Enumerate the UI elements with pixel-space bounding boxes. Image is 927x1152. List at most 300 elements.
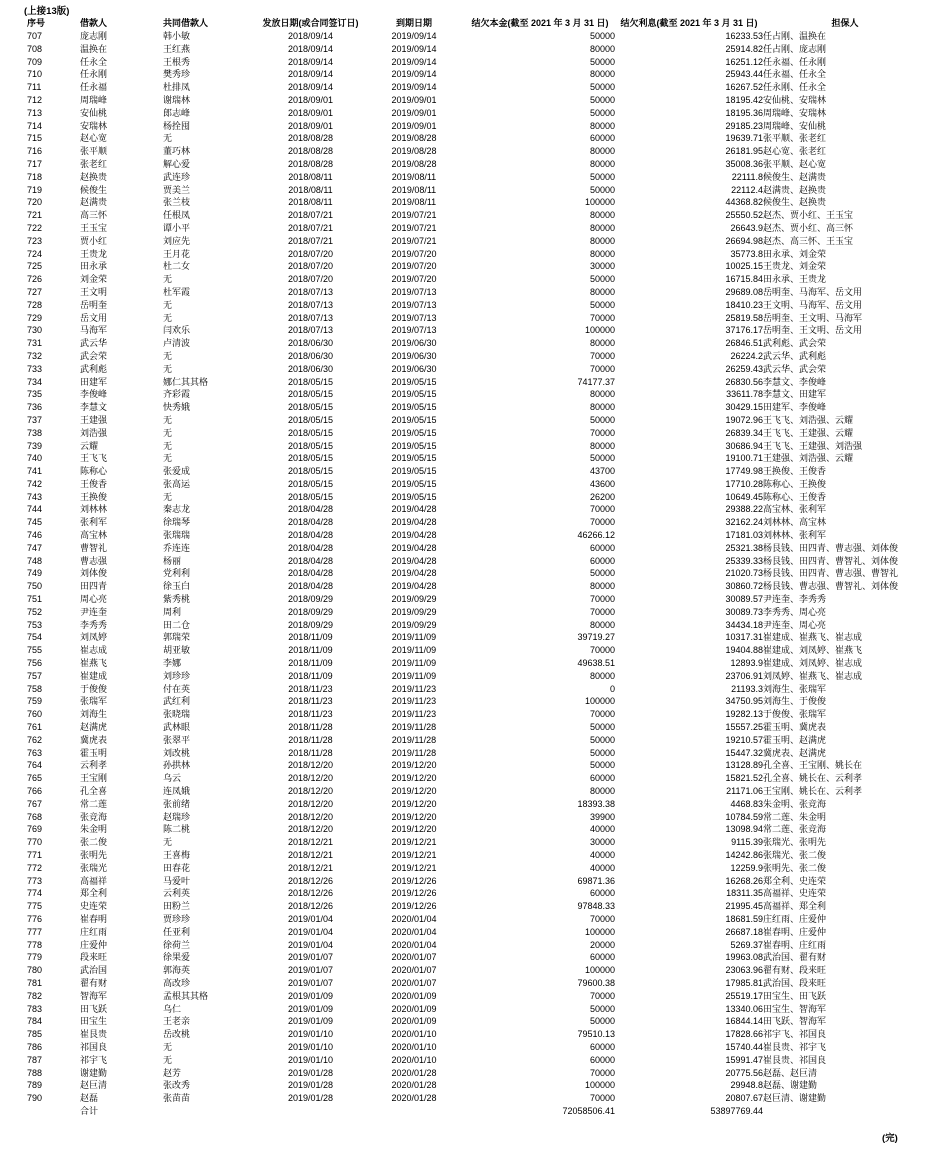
header-row	[27, 16, 927, 30]
cell-serial: 749	[27, 568, 43, 579]
cell-due-date: 2019/08/11	[391, 171, 437, 182]
cell-serial: 707	[27, 31, 43, 41]
cell-borrower: 李慧文	[80, 402, 108, 413]
table-row	[27, 990, 927, 1003]
cell-interest: 16267.52	[725, 82, 763, 93]
cell-guarantor: 岳明奎、王文明、岳文用	[763, 325, 863, 336]
cell-issue-date: 2018/04/28	[287, 517, 334, 528]
cell-due-date: 2019/11/28	[391, 747, 437, 758]
cell-due-date: 2019/12/20	[391, 798, 437, 809]
cell-principal: 50000	[589, 734, 615, 745]
loan-table-footer	[27, 1105, 927, 1118]
cell-coborrower: 张高运	[163, 478, 191, 489]
cell-due-date: 2019/12/21	[391, 837, 437, 848]
cell-borrower: 岳明奎	[80, 299, 108, 310]
cell-coborrower: 贾珍珍	[163, 913, 191, 924]
table-row	[27, 158, 927, 171]
cell-due-date: 2019/12/21	[391, 850, 437, 860]
total-serial-empty	[27, 1105, 80, 1118]
table-row	[27, 721, 927, 734]
table-row	[27, 747, 927, 760]
cell-issue-date: 2018/04/28	[287, 581, 334, 592]
cell-issue-date: 2018/07/13	[287, 286, 334, 297]
cell-guarantor: 张平顺、赵心宽	[763, 158, 827, 169]
cell-issue-date: 2018/09/14	[287, 31, 334, 41]
cell-issue-date: 2018/09/01	[287, 94, 334, 105]
cell-interest: 16251.12	[725, 56, 763, 67]
cell-principal: 80000	[589, 402, 615, 413]
cell-principal: 80000	[589, 210, 615, 221]
cell-serial: 756	[27, 658, 43, 669]
cell-principal: 0	[609, 683, 615, 694]
cell-due-date: 2019/04/28	[391, 555, 437, 566]
table-row	[27, 567, 927, 580]
cell-principal: 39900	[589, 811, 615, 822]
table-row	[27, 299, 927, 312]
cell-serial: 788	[27, 1067, 43, 1078]
cell-issue-date: 2018/08/28	[287, 133, 334, 144]
cell-coborrower: 乌云	[163, 773, 182, 784]
cell-serial: 775	[27, 901, 43, 912]
cell-guarantor: 高福祥、史连荣	[763, 888, 827, 899]
cell-guarantor: 赵满贵、赵换贵	[763, 184, 827, 195]
cell-serial: 714	[27, 120, 43, 131]
cell-serial: 745	[27, 517, 43, 528]
cell-issue-date: 2019/01/28	[287, 1080, 334, 1091]
cell-guarantor: 田宝生、田飞跃	[763, 990, 827, 1001]
cell-serial: 720	[27, 197, 43, 208]
cell-issue-date: 2018/05/15	[287, 491, 334, 502]
table-row	[27, 286, 927, 299]
cell-interest: 17710.28	[725, 478, 763, 489]
cell-borrower: 赵磊	[80, 1093, 99, 1104]
cell-principal: 80000	[589, 286, 615, 297]
cell-principal: 79510.13	[577, 1029, 615, 1040]
cell-serial: 772	[27, 862, 43, 873]
cell-guarantor: 赵杰、高三怀、王玉宝	[763, 235, 854, 246]
cell-guarantor: 翟有财、段来旺	[763, 965, 827, 976]
cell-coborrower: 岳改桃	[163, 1029, 191, 1040]
cell-due-date: 2019/08/11	[391, 184, 437, 195]
cell-issue-date: 2018/06/30	[287, 350, 334, 361]
cell-due-date: 2019/08/28	[391, 133, 437, 144]
cell-borrower: 王文明	[80, 286, 108, 297]
cell-due-date: 2019/11/09	[391, 658, 437, 669]
cell-serial: 732	[27, 350, 43, 361]
cell-serial: 757	[27, 670, 43, 681]
cell-due-date: 2019/09/14	[391, 69, 437, 80]
cell-issue-date: 2019/01/04	[287, 926, 334, 937]
cell-borrower: 田永承	[80, 261, 108, 272]
cell-issue-date: 2018/07/21	[287, 210, 334, 221]
cell-guarantor: 霍玉明、赵满虎	[763, 734, 827, 745]
cell-interest: 18681.59	[725, 913, 763, 924]
cell-due-date: 2019/09/01	[391, 94, 437, 105]
cell-issue-date: 2018/12/20	[287, 811, 334, 822]
cell-coborrower: 郭瑞荣	[163, 632, 191, 643]
table-row	[27, 836, 927, 849]
cell-due-date: 2020/01/04	[391, 939, 437, 950]
cell-borrower: 曹智礼	[80, 542, 108, 553]
table-row	[27, 196, 927, 209]
cell-issue-date: 2018/11/09	[288, 645, 333, 656]
table-row	[27, 926, 927, 939]
cell-due-date: 2019/11/23	[391, 683, 437, 694]
cell-coborrower: 刘应先	[163, 235, 191, 246]
cell-due-date: 2020/01/10	[391, 1041, 437, 1052]
cell-due-date: 2019/08/11	[391, 197, 437, 208]
cell-interest: 22112.4	[731, 184, 763, 195]
cell-guarantor: 张瑞光、张二俊	[763, 850, 827, 860]
cell-coborrower: 卢清波	[163, 338, 191, 349]
cell-guarantor: 李秀秀、周心亮	[763, 606, 827, 617]
cell-guarantor: 任永刚、任永全	[763, 82, 827, 93]
cell-interest: 29388.22	[725, 504, 763, 515]
cell-borrower: 王俊香	[80, 478, 108, 489]
cell-serial: 760	[27, 709, 43, 720]
cell-coborrower: 乔连连	[163, 542, 191, 553]
cell-coborrower: 谭小平	[163, 222, 191, 233]
cell-principal: 50000	[589, 184, 615, 195]
cell-interest: 26839.34	[725, 427, 763, 438]
cell-borrower: 孔全喜	[80, 786, 108, 797]
cell-due-date: 2019/04/28	[391, 517, 437, 528]
cell-coborrower: 无	[163, 299, 173, 310]
cell-guarantor: 赵心宽、张老红	[763, 146, 827, 157]
cell-coborrower: 张晓瑞	[163, 709, 191, 720]
cell-borrower: 段来旺	[80, 952, 108, 963]
cell-borrower: 周心亮	[80, 594, 108, 605]
cell-due-date: 2019/05/15	[391, 376, 437, 387]
table-row	[27, 350, 927, 363]
cell-issue-date: 2019/01/28	[287, 1093, 334, 1104]
table-row	[27, 670, 927, 683]
cell-principal: 60000	[589, 542, 615, 553]
cell-guarantor: 王飞飞、王建强、云耀	[763, 427, 854, 438]
cell-borrower: 武治国	[80, 965, 108, 976]
cell-due-date: 2019/11/09	[391, 670, 437, 681]
cell-interest: 35773.8	[730, 248, 763, 259]
table-row	[27, 248, 927, 261]
cell-interest: 9115.39	[731, 837, 763, 848]
cell-due-date: 2019/05/15	[391, 402, 437, 413]
cell-principal: 26200	[589, 491, 615, 502]
table-row	[27, 785, 927, 798]
cell-interest: 35008.36	[725, 158, 763, 169]
cell-guarantor: 崔春明、庄爱仲	[763, 926, 827, 937]
cell-issue-date: 2018/04/28	[287, 555, 334, 566]
cell-borrower: 于俊俊	[80, 683, 108, 694]
cell-interest: 25321.38	[725, 542, 763, 553]
cell-borrower: 赵心宽	[80, 133, 108, 144]
cell-interest: 4468.83	[730, 798, 763, 809]
cell-issue-date: 2018/07/21	[287, 235, 334, 246]
cell-interest: 26259.43	[725, 363, 763, 374]
cell-issue-date: 2018/12/21	[287, 837, 334, 848]
cell-issue-date: 2018/09/29	[287, 606, 334, 617]
cell-borrower: 翟有财	[80, 977, 108, 988]
cell-borrower: 张利军	[80, 517, 108, 528]
table-row	[27, 695, 927, 708]
cell-borrower: 祁宇飞	[80, 1054, 108, 1065]
cell-interest: 19210.57	[725, 734, 763, 745]
cell-principal: 100000	[584, 1080, 615, 1091]
cell-due-date: 2020/01/07	[391, 977, 437, 988]
cell-guarantor: 尹连奎、李秀秀	[763, 594, 827, 605]
cell-coborrower: 张翠平	[163, 734, 191, 745]
cell-issue-date: 2018/07/13	[287, 325, 334, 336]
cell-issue-date: 2018/12/21	[287, 850, 334, 860]
cell-coborrower: 杨丽	[163, 555, 182, 566]
cell-serial: 735	[27, 389, 43, 400]
cell-due-date: 2019/07/20	[391, 248, 437, 259]
cell-interest: 15821.52	[725, 773, 763, 784]
table-row	[27, 1054, 927, 1067]
table-row	[27, 862, 927, 875]
cell-guarantor: 陈称心、王俊香	[763, 491, 827, 502]
cell-guarantor: 候俊生、赵满贵	[763, 171, 827, 182]
cell-principal: 70000	[589, 709, 615, 720]
cell-guarantor: 田永承、刘金荣	[763, 248, 827, 259]
cell-guarantor: 安仙桃、安瑞林	[763, 94, 827, 105]
cell-coborrower: 杜二女	[163, 261, 191, 272]
cell-interest: 20775.56	[725, 1067, 763, 1078]
cell-guarantor: 候俊生、赵换贵	[763, 197, 827, 208]
cell-principal: 50000	[589, 722, 615, 733]
cell-interest: 17828.66	[725, 1029, 763, 1040]
cell-issue-date: 2018/12/20	[287, 824, 334, 835]
cell-borrower: 祁国良	[80, 1041, 108, 1052]
cell-principal: 30000	[589, 261, 615, 272]
cell-interest: 15991.47	[725, 1054, 763, 1065]
cell-issue-date: 2019/01/09	[287, 1016, 334, 1027]
table-row	[27, 452, 927, 465]
cell-principal: 46266.12	[577, 530, 615, 541]
cell-principal: 50000	[589, 760, 615, 771]
cell-serial: 779	[27, 952, 43, 963]
cell-serial: 726	[27, 274, 43, 285]
cell-principal: 80000	[589, 389, 615, 400]
cell-serial: 762	[27, 734, 43, 745]
cell-guarantor: 王换俊、王俊香	[763, 466, 827, 477]
cell-coborrower: 杨拴囤	[163, 120, 191, 131]
cell-coborrower: 无	[163, 1054, 173, 1065]
cell-borrower: 王宝刚	[80, 773, 108, 784]
cell-serial: 711	[27, 82, 42, 93]
cell-coborrower: 连凤娥	[163, 786, 191, 797]
cell-borrower: 李秀秀	[80, 619, 108, 630]
cell-borrower: 刘体俊	[80, 568, 108, 579]
cell-issue-date: 2019/01/09	[287, 1003, 334, 1014]
cell-coborrower: 田粉兰	[163, 901, 191, 912]
cell-principal: 70000	[589, 594, 615, 605]
cell-serial: 776	[27, 913, 43, 924]
cell-serial: 716	[27, 146, 43, 157]
table-row	[27, 1003, 927, 1016]
cell-serial: 733	[27, 363, 43, 374]
cell-due-date: 2019/12/20	[391, 811, 437, 822]
cell-serial: 770	[27, 837, 43, 848]
cell-issue-date: 2018/07/20	[287, 274, 334, 285]
cell-due-date: 2019/05/15	[391, 453, 437, 464]
total-row	[27, 1105, 927, 1118]
cell-serial: 763	[27, 747, 43, 758]
cell-principal: 40000	[589, 824, 615, 835]
cell-serial: 727	[27, 286, 43, 297]
cell-principal: 74177.37	[577, 376, 615, 387]
table-row	[27, 875, 927, 888]
cell-serial: 789	[27, 1080, 43, 1091]
cell-serial: 764	[27, 760, 43, 771]
cell-due-date: 2019/12/26	[391, 888, 437, 899]
cell-serial: 780	[27, 965, 43, 976]
cell-guarantor: 高福祥、郑全利	[763, 901, 827, 912]
cell-coborrower: 周利	[163, 606, 182, 617]
cell-serial: 784	[27, 1016, 43, 1027]
table-row	[27, 887, 927, 900]
cell-borrower: 张明先	[80, 850, 108, 860]
cell-issue-date: 2018/12/20	[287, 786, 334, 797]
cell-issue-date: 2018/07/20	[287, 248, 334, 259]
table-row	[27, 414, 927, 427]
table-row	[27, 132, 927, 145]
cell-guarantor: 崔春明、庄红雨	[763, 939, 827, 950]
cell-due-date: 2019/07/13	[391, 325, 437, 336]
cell-borrower: 陈称心	[80, 466, 108, 477]
cell-coborrower: 无	[163, 274, 173, 285]
cell-borrower: 谢建勤	[80, 1067, 108, 1078]
cell-principal: 97848.33	[577, 901, 615, 912]
cell-issue-date: 2018/09/14	[287, 69, 334, 80]
cell-borrower: 任永福	[80, 82, 108, 93]
table-row	[27, 503, 927, 516]
cell-borrower: 任永刚	[80, 69, 108, 80]
cell-due-date: 2019/04/28	[391, 504, 437, 515]
cell-coborrower: 王喜梅	[163, 850, 191, 860]
cell-coborrower: 闫欢乐	[163, 325, 191, 336]
cell-serial: 729	[27, 312, 43, 323]
cell-interest: 19639.71	[725, 133, 763, 144]
cell-coborrower: 张苗苗	[163, 1093, 191, 1104]
cell-due-date: 2019/09/14	[391, 31, 437, 41]
cell-guarantor: 崔艮贵、祁国良	[763, 1054, 827, 1065]
cell-coborrower: 无	[163, 837, 173, 848]
cell-borrower: 庞志刚	[80, 31, 108, 41]
cell-coborrower: 王老亲	[163, 1016, 191, 1027]
cell-issue-date: 2018/08/11	[288, 171, 333, 182]
cell-issue-date: 2019/01/28	[287, 1067, 334, 1078]
table-row	[27, 427, 927, 440]
cell-issue-date: 2018/07/20	[287, 261, 334, 272]
cell-interest: 37176.17	[725, 325, 763, 336]
cell-due-date: 2020/01/10	[391, 1054, 437, 1065]
table-row	[27, 529, 927, 542]
table-row	[27, 798, 927, 811]
cell-interest: 30686.94	[725, 440, 763, 451]
cell-issue-date: 2018/04/28	[287, 568, 334, 579]
cell-issue-date: 2018/04/28	[287, 542, 334, 553]
cell-guarantor: 田飞跃、智海军	[763, 1016, 827, 1027]
cell-interest: 30429.15	[725, 402, 763, 413]
cell-serial: 725	[27, 261, 43, 272]
col-header-coborrower: 共同借款人	[163, 18, 209, 28]
table-row	[27, 478, 927, 491]
cell-coborrower: 赵瑞珍	[163, 811, 191, 822]
cell-issue-date: 2018/11/28	[288, 722, 333, 733]
cell-coborrower: 无	[163, 350, 173, 361]
cell-serial: 715	[27, 133, 43, 144]
cell-issue-date: 2018/09/01	[287, 120, 334, 131]
cell-coborrower: 徐果爱	[163, 952, 191, 963]
table-row	[27, 312, 927, 325]
cell-due-date: 2019/07/21	[391, 210, 437, 221]
cell-coborrower: 刘改桃	[163, 747, 191, 758]
cell-guarantor: 赵磊、谢建勤	[763, 1080, 818, 1091]
cell-coborrower: 杜排凤	[163, 82, 191, 93]
cell-principal: 50000	[589, 747, 615, 758]
cell-coborrower: 快秀娥	[163, 402, 191, 413]
cell-coborrower: 无	[163, 491, 173, 502]
cell-guarantor: 任占刚、温换在	[763, 31, 827, 41]
cell-interest: 21171.06	[726, 786, 763, 797]
cell-guarantor: 霍玉明、冀虎表	[763, 722, 827, 733]
cell-serial: 785	[27, 1029, 43, 1040]
cell-principal: 70000	[589, 427, 615, 438]
cell-borrower: 李俊峰	[80, 389, 108, 400]
cell-principal: 60000	[589, 773, 615, 784]
cell-interest: 26830.56	[725, 376, 763, 387]
cell-coborrower: 武连珍	[163, 171, 191, 182]
cell-issue-date: 2018/11/09	[288, 670, 333, 681]
table-row	[27, 1041, 927, 1054]
cell-due-date: 2019/08/28	[391, 158, 437, 169]
table-row	[27, 631, 927, 644]
cell-issue-date: 2018/12/20	[287, 798, 334, 809]
col-header-guarantor: 担保人	[831, 18, 859, 28]
cell-due-date: 2019/07/21	[391, 222, 437, 233]
cell-due-date: 2020/01/28	[391, 1067, 437, 1078]
cell-due-date: 2019/05/15	[391, 440, 437, 451]
cell-borrower: 崔建成	[80, 670, 108, 681]
cell-interest: 15447.32	[725, 747, 763, 758]
col-header-interest: 结欠利息(截至 2021 年 3 月 31 日)	[620, 18, 758, 28]
cell-interest: 26846.51	[725, 338, 763, 349]
table-row	[27, 120, 927, 133]
cell-coborrower: 无	[163, 363, 173, 374]
cell-coborrower: 徐玉白	[163, 581, 191, 592]
cell-coborrower: 解心爱	[163, 158, 191, 169]
cell-interest: 26224.2	[730, 350, 763, 361]
col-header-serial: 序号	[27, 18, 46, 28]
cell-principal: 60000	[589, 888, 615, 899]
cell-coborrower: 王根秀	[163, 56, 191, 67]
cell-coborrower: 张改秀	[163, 1080, 191, 1091]
cell-borrower: 安仙桃	[80, 107, 108, 118]
cell-guarantor: 田永承、王贵龙	[763, 274, 827, 285]
cell-principal: 50000	[589, 568, 615, 579]
cell-principal: 79600.38	[577, 977, 615, 988]
cell-borrower: 刘金荣	[80, 274, 108, 285]
cell-borrower: 王建强	[80, 414, 108, 425]
cell-coborrower: 无	[163, 414, 173, 425]
cell-guarantor: 周瑞峰、安瑞林	[763, 107, 827, 118]
cell-guarantor: 陈称心、王换俊	[763, 478, 827, 489]
cell-issue-date: 2018/07/13	[287, 299, 334, 310]
cell-interest: 21995.45	[725, 901, 763, 912]
cell-principal: 100000	[584, 696, 615, 707]
cell-serial: 747	[27, 542, 43, 553]
cell-coborrower: 紫秀桃	[163, 594, 191, 605]
